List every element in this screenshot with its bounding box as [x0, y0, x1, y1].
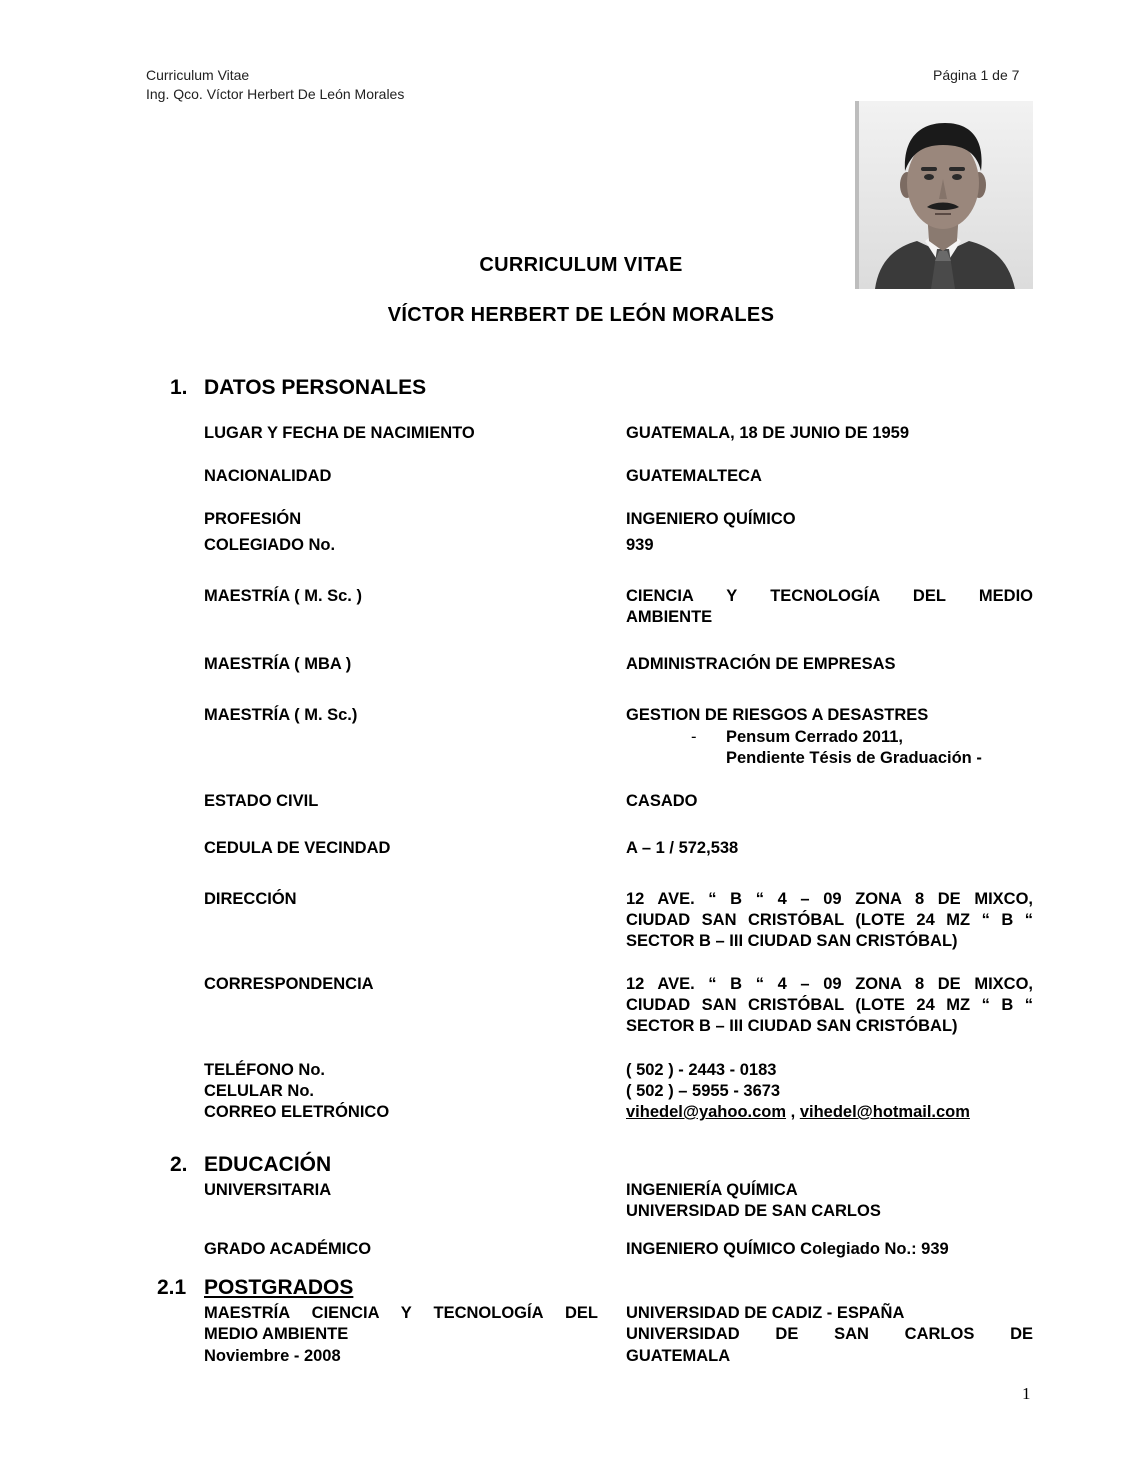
nationality-value: GUATEMALTECA: [626, 467, 762, 485]
cedula-value: A – 1 / 572,538: [626, 839, 739, 857]
colegiado-label: COLEGIADO No.: [204, 536, 336, 554]
person-name: VÍCTOR HERBERT DE LEÓN MORALES: [387, 304, 775, 326]
profession-value: INGENIERO QUÍMICO: [626, 510, 796, 528]
msc2-note-line2: Pendiente Tésis de Graduación -: [726, 749, 982, 767]
msc2-label: MAESTRÍA ( M. Sc.): [204, 706, 358, 724]
email-label: CORREO ELETRÓNICO: [204, 1103, 390, 1121]
msc1-value-line2: AMBIENTE: [626, 608, 713, 626]
section-21-title: POSTGRADOS: [204, 1276, 354, 1299]
degree-value-title: INGENIERO QUÍMICO: [626, 1240, 796, 1258]
email-link-hotmail[interactable]: vihedel@hotmail.com: [799, 1103, 970, 1121]
mba-label: MAESTRÍA ( MBA ): [204, 655, 352, 673]
email-link-yahoo[interactable]: vihedel@yahoo.com: [626, 1103, 787, 1121]
correspondence-label: CORRESPONDENCIA: [204, 975, 374, 993]
university-value-line2: UNIVERSIDAD DE SAN CARLOS: [626, 1202, 881, 1220]
section-1-title: DATOS PERSONALES: [204, 376, 427, 399]
postgrad-left-line2: MEDIO AMBIENTE: [204, 1325, 349, 1343]
phone-value: ( 502 ) - 2443 - 0183: [626, 1061, 777, 1079]
civil-label: ESTADO CIVIL: [204, 792, 319, 810]
email-values: [626, 1102, 970, 1123]
msc1-label: MAESTRÍA ( M. Sc. ): [204, 587, 362, 605]
msc2-value: GESTION DE RIESGOS A DESASTRES: [626, 706, 929, 724]
address-line1: 12 AVE. “ B “ 4 – 09 ZONA 8 DE MIXCO,: [626, 890, 1033, 908]
msc2-bullet: -: [691, 728, 697, 746]
cedula-label: CEDULA DE VECINDAD: [204, 839, 391, 857]
cell-label: CELULAR No.: [204, 1082, 314, 1100]
postgrad-right-line3: GUATEMALA: [626, 1347, 731, 1365]
postgrad-left-line3: Noviembre - 2008: [204, 1347, 341, 1365]
colegiado-value: 939: [626, 536, 654, 554]
birth-label: LUGAR Y FECHA DE NACIMIENTO: [204, 424, 475, 442]
header-author: Ing. Qco. Víctor Herbert De León Morales: [146, 86, 405, 102]
postgrad-left-line1: MAESTRÍA CIENCIA Y TECNOLOGÍA DEL: [204, 1304, 598, 1322]
correspondence-line1: 12 AVE. “ B “ 4 – 09 ZONA 8 DE MIXCO,: [626, 975, 1033, 993]
page-number: 1: [1022, 1384, 1031, 1403]
postgrad-right-line2: UNIVERSIDAD DE SAN CARLOS DE: [626, 1325, 1033, 1343]
section-21-number: 2.1: [157, 1276, 187, 1299]
msc1-value-line1: CIENCIA Y TECNOLOGÍA DEL MEDIO: [626, 587, 1033, 605]
phone-label: TELÉFONO No.: [204, 1061, 325, 1079]
address-label: DIRECCIÓN: [204, 890, 297, 908]
birth-value: GUATEMALA, 18 DE JUNIO DE 1959: [626, 424, 910, 442]
section-1-number: 1.: [170, 376, 188, 399]
correspondence-line3: SECTOR B – III CIUDAD SAN CRISTÓBAL): [626, 1017, 958, 1035]
university-value-line1: INGENIERÍA QUÍMICA: [626, 1181, 798, 1199]
degree-value-colegiado: Colegiado No.: 939: [795, 1240, 949, 1258]
msc2-note-line1: Pensum Cerrado 2011,: [726, 728, 904, 746]
university-label: UNIVERSITARIA: [204, 1181, 332, 1199]
address-line2: CIUDAD SAN CRISTÓBAL (LOTE 24 MZ “ B “: [626, 911, 1033, 929]
header-doc-title: Curriculum Vitae: [146, 67, 250, 83]
degree-value: [626, 1239, 949, 1260]
profession-label: PROFESIÓN: [204, 510, 302, 528]
civil-value: CASADO: [626, 792, 698, 810]
cell-value: ( 502 ) – 5955 - 3673: [626, 1082, 781, 1100]
nationality-label: NACIONALIDAD: [204, 467, 332, 485]
mba-value: ADMINISTRACIÓN DE EMPRESAS: [626, 655, 896, 673]
document-title: CURRICULUM VITAE: [479, 254, 683, 276]
header-page-label: Página 1 de 7: [933, 67, 1020, 83]
correspondence-line2: CIUDAD SAN CRISTÓBAL (LOTE 24 MZ “ B “: [626, 996, 1033, 1014]
email-separator: ,: [786, 1103, 800, 1121]
address-line3: SECTOR B – III CIUDAD SAN CRISTÓBAL): [626, 932, 958, 950]
section-2-number: 2.: [170, 1153, 188, 1176]
section-2-title: EDUCACIÓN: [204, 1153, 332, 1176]
degree-label: GRADO ACADÉMICO: [204, 1240, 372, 1258]
postgrad-right-line1: UNIVERSIDAD DE CADIZ - ESPAÑA: [626, 1304, 905, 1322]
